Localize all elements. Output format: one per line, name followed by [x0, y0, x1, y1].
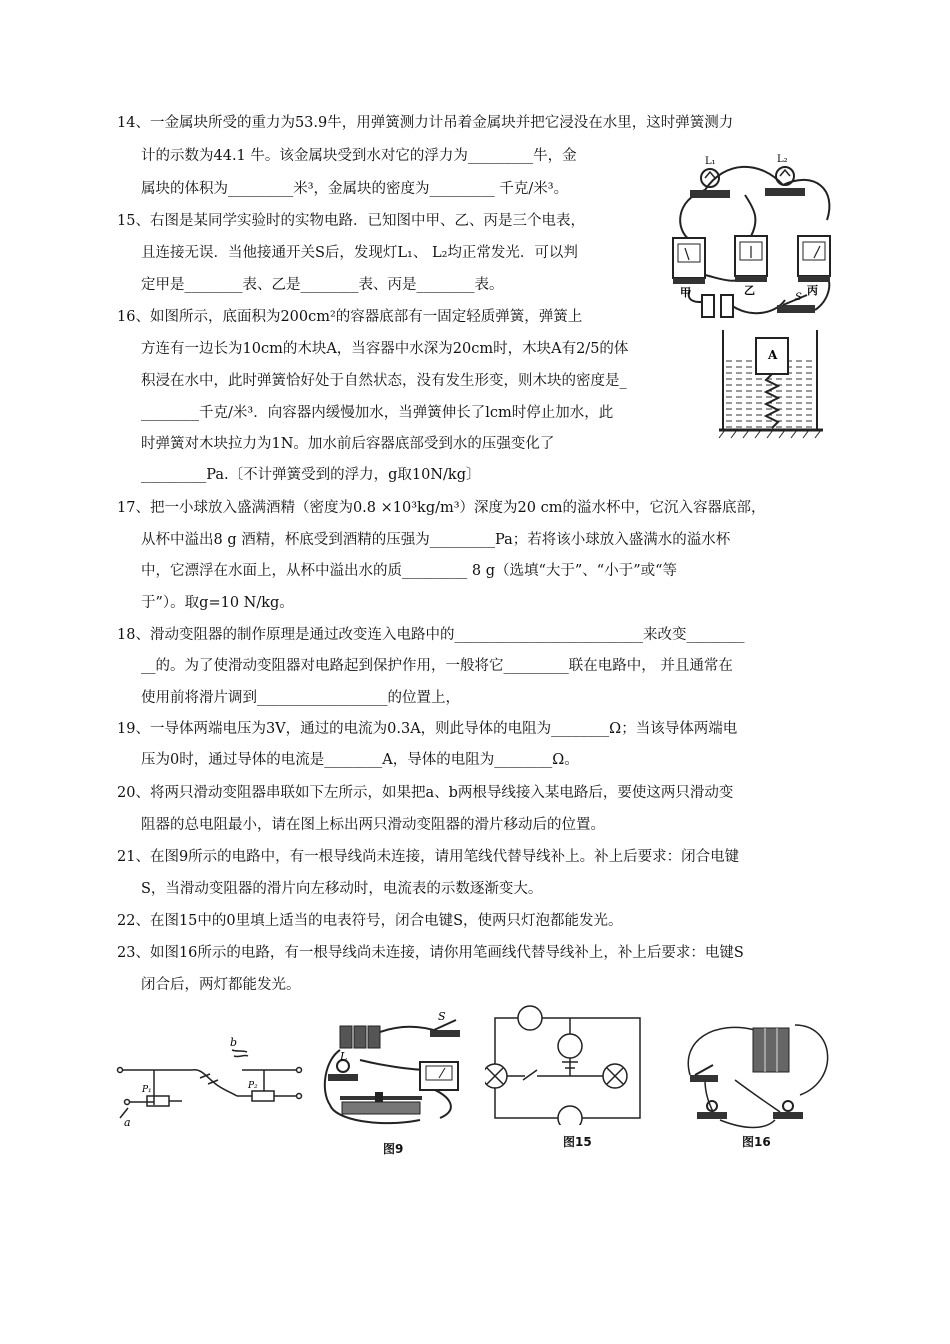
q23-line1: 23、如图16所示的电路，有一根导线尚未连接，请你用笔画线代替导线补上，补上后要求：电键S [117, 945, 744, 961]
ammeter-icon [420, 1062, 458, 1090]
meter-circle-mid-icon [558, 1034, 582, 1058]
q19-line2: 压为0时，通过导体的电流是________A，导体的电阻为________Ω。 [141, 752, 579, 768]
label-s: S [795, 292, 802, 303]
label-a: a [124, 1116, 131, 1129]
label-p2: P₂ [248, 1081, 258, 1091]
caption-fig15: 图15 [563, 1135, 592, 1149]
figure-9 [320, 1010, 470, 1130]
figure-15 [485, 1000, 650, 1125]
meter-bing-icon [798, 236, 830, 282]
q16-container-figure [715, 328, 835, 443]
battery-icon [340, 1026, 380, 1048]
meter-circle-bottom-icon [558, 1106, 582, 1125]
rheostat-icon [340, 1092, 422, 1114]
q16-line1: 16、如图所示，底面积为200cm²的容器底部有一固定轻质弹簧，弹簧上 [117, 309, 583, 325]
q14-line3: 属块的体积为_________米³，金属块的密度为_________ 千克/米³。 [141, 181, 569, 197]
q22-line1: 22、在图15中的0里填上适当的电表符号，闭合电键S，使两只灯泡都能发光。 [117, 913, 623, 929]
label-l1: L₁ [705, 156, 716, 167]
q23-line2: 闭合后，两灯都能发光。 [141, 977, 301, 993]
q19-line1: 19、一导体两端电压为3V，通过的电流为0.3A，则此导体的电阻为________Ω；当该导体两端电 [117, 721, 738, 737]
q15-line3: 定甲是________表、乙是________表、丙是________表。 [141, 277, 504, 293]
battery-icon [753, 1028, 789, 1072]
q14-line2: 计的示数为44.1 牛。该金属块受到水对它的浮力为_________牛，金 [141, 148, 577, 164]
meter-jia-icon [673, 238, 705, 284]
q18-line2: __的。为了使滑动变阻器对电路起到保护作用，一般将它_________联在电路中， 并且通常在 [141, 658, 733, 674]
label-l: L [340, 1050, 348, 1063]
caption-fig9: 图9 [383, 1142, 404, 1156]
label-b: b [230, 1036, 238, 1049]
meter-yi-icon [735, 236, 767, 282]
q21-line2: S，当滑动变阻器的滑片向左移动时，电流表的示数逐渐变大。 [141, 881, 543, 897]
caption-fig16: 图16 [742, 1135, 771, 1149]
label-jia: 甲 [680, 286, 691, 299]
label-p1: P₁ [142, 1085, 152, 1095]
switch-s-icon [523, 1070, 537, 1080]
q18-line1: 18、滑动变阻器的制作原理是通过改变连入电路中的__________________________来改变________ [117, 627, 745, 643]
q17-line1: 17、把一小球放入盛满酒精（密度为0.8 ×10³kg/m³）深度为20 cm的溢水杯中，它沉入容器底部， [117, 500, 766, 516]
label-s: S [438, 1010, 446, 1023]
q17-line4: 于”）。取g=10 N/kg。 [141, 595, 294, 611]
q16-line5: 时弹簧对木块拉力为1N。加水前后容器底部受到水的压强变化了 [141, 436, 555, 452]
q21-line1: 21、在图9所示的电路中，有一根导线尚未连接，请用笔线代替导线补上。补上后要求：闭合电键 [117, 849, 740, 865]
lamp-l2-icon [765, 167, 805, 196]
q14-line1: 14、一金属块所受的重力为53.9牛，用弹簧测力计吊着金属块并把它浸没在水里，这时弹簧测力 [117, 115, 734, 131]
q17-line3: 中，它漂浮在水面上，从杯中溢出水的质_________ 8 g（选填“大于”、“小于”或“等 [141, 563, 678, 579]
q20-line2: 阻器的总电阻最小，请在图上标出两只滑动变阻器的滑片移动后的位置。 [141, 817, 605, 833]
q20-line1: 20、将两只滑动变阻器串联如下左所示，如果把a、b两根导线接入某电路后，要使这两只滑动变 [117, 785, 734, 801]
q16-line3: 积浸在水中，此时弹簧恰好处于自然状态，没有发生形变，则木块的密度是_ [141, 373, 627, 389]
figure-16 [675, 1020, 835, 1130]
label-yi: 乙 [744, 284, 755, 297]
q15-circuit-figure [665, 150, 840, 325]
q15-line2: 且连接无误．当他接通开关S后，发现灯L₁、 L₂均正常发光．可以判 [141, 245, 578, 261]
lamp-icon [328, 1060, 358, 1081]
label-block-a: A [768, 348, 778, 362]
lamp-left-icon [697, 1101, 727, 1119]
label-bing: 丙 [807, 284, 818, 297]
switch-icon [690, 1065, 718, 1082]
q17-line2: 从杯中溢出8 g 酒精，杯底受到酒精的压强为_________Pa；若将该小球放入盛满水的溢水杯 [141, 532, 731, 548]
rheostat-series-figure [112, 1030, 312, 1140]
meter-circle-top-icon [518, 1006, 542, 1030]
q16-line4: ________千克/米³．向容器内缓慢加水，当弹簧伸长了lcm时停止加水，此 [141, 405, 614, 421]
battery-icon [702, 295, 733, 317]
q15-line1: 15、右图是某同学实验时的实物电路．已知图中甲、乙、丙是三个电表， [117, 213, 585, 229]
q16-line2: 方连有一边长为10cm的木块A，当容器中水深为20cm时，木块A有2/5的体 [141, 341, 629, 357]
q16-line6: _________Pa.〔不计弹簧受到的浮力，g取10N/kg〕 [141, 467, 481, 483]
label-l2: L₂ [777, 154, 788, 165]
q18-line3: 使用前将滑片调到__________________的位置上， [141, 690, 460, 706]
